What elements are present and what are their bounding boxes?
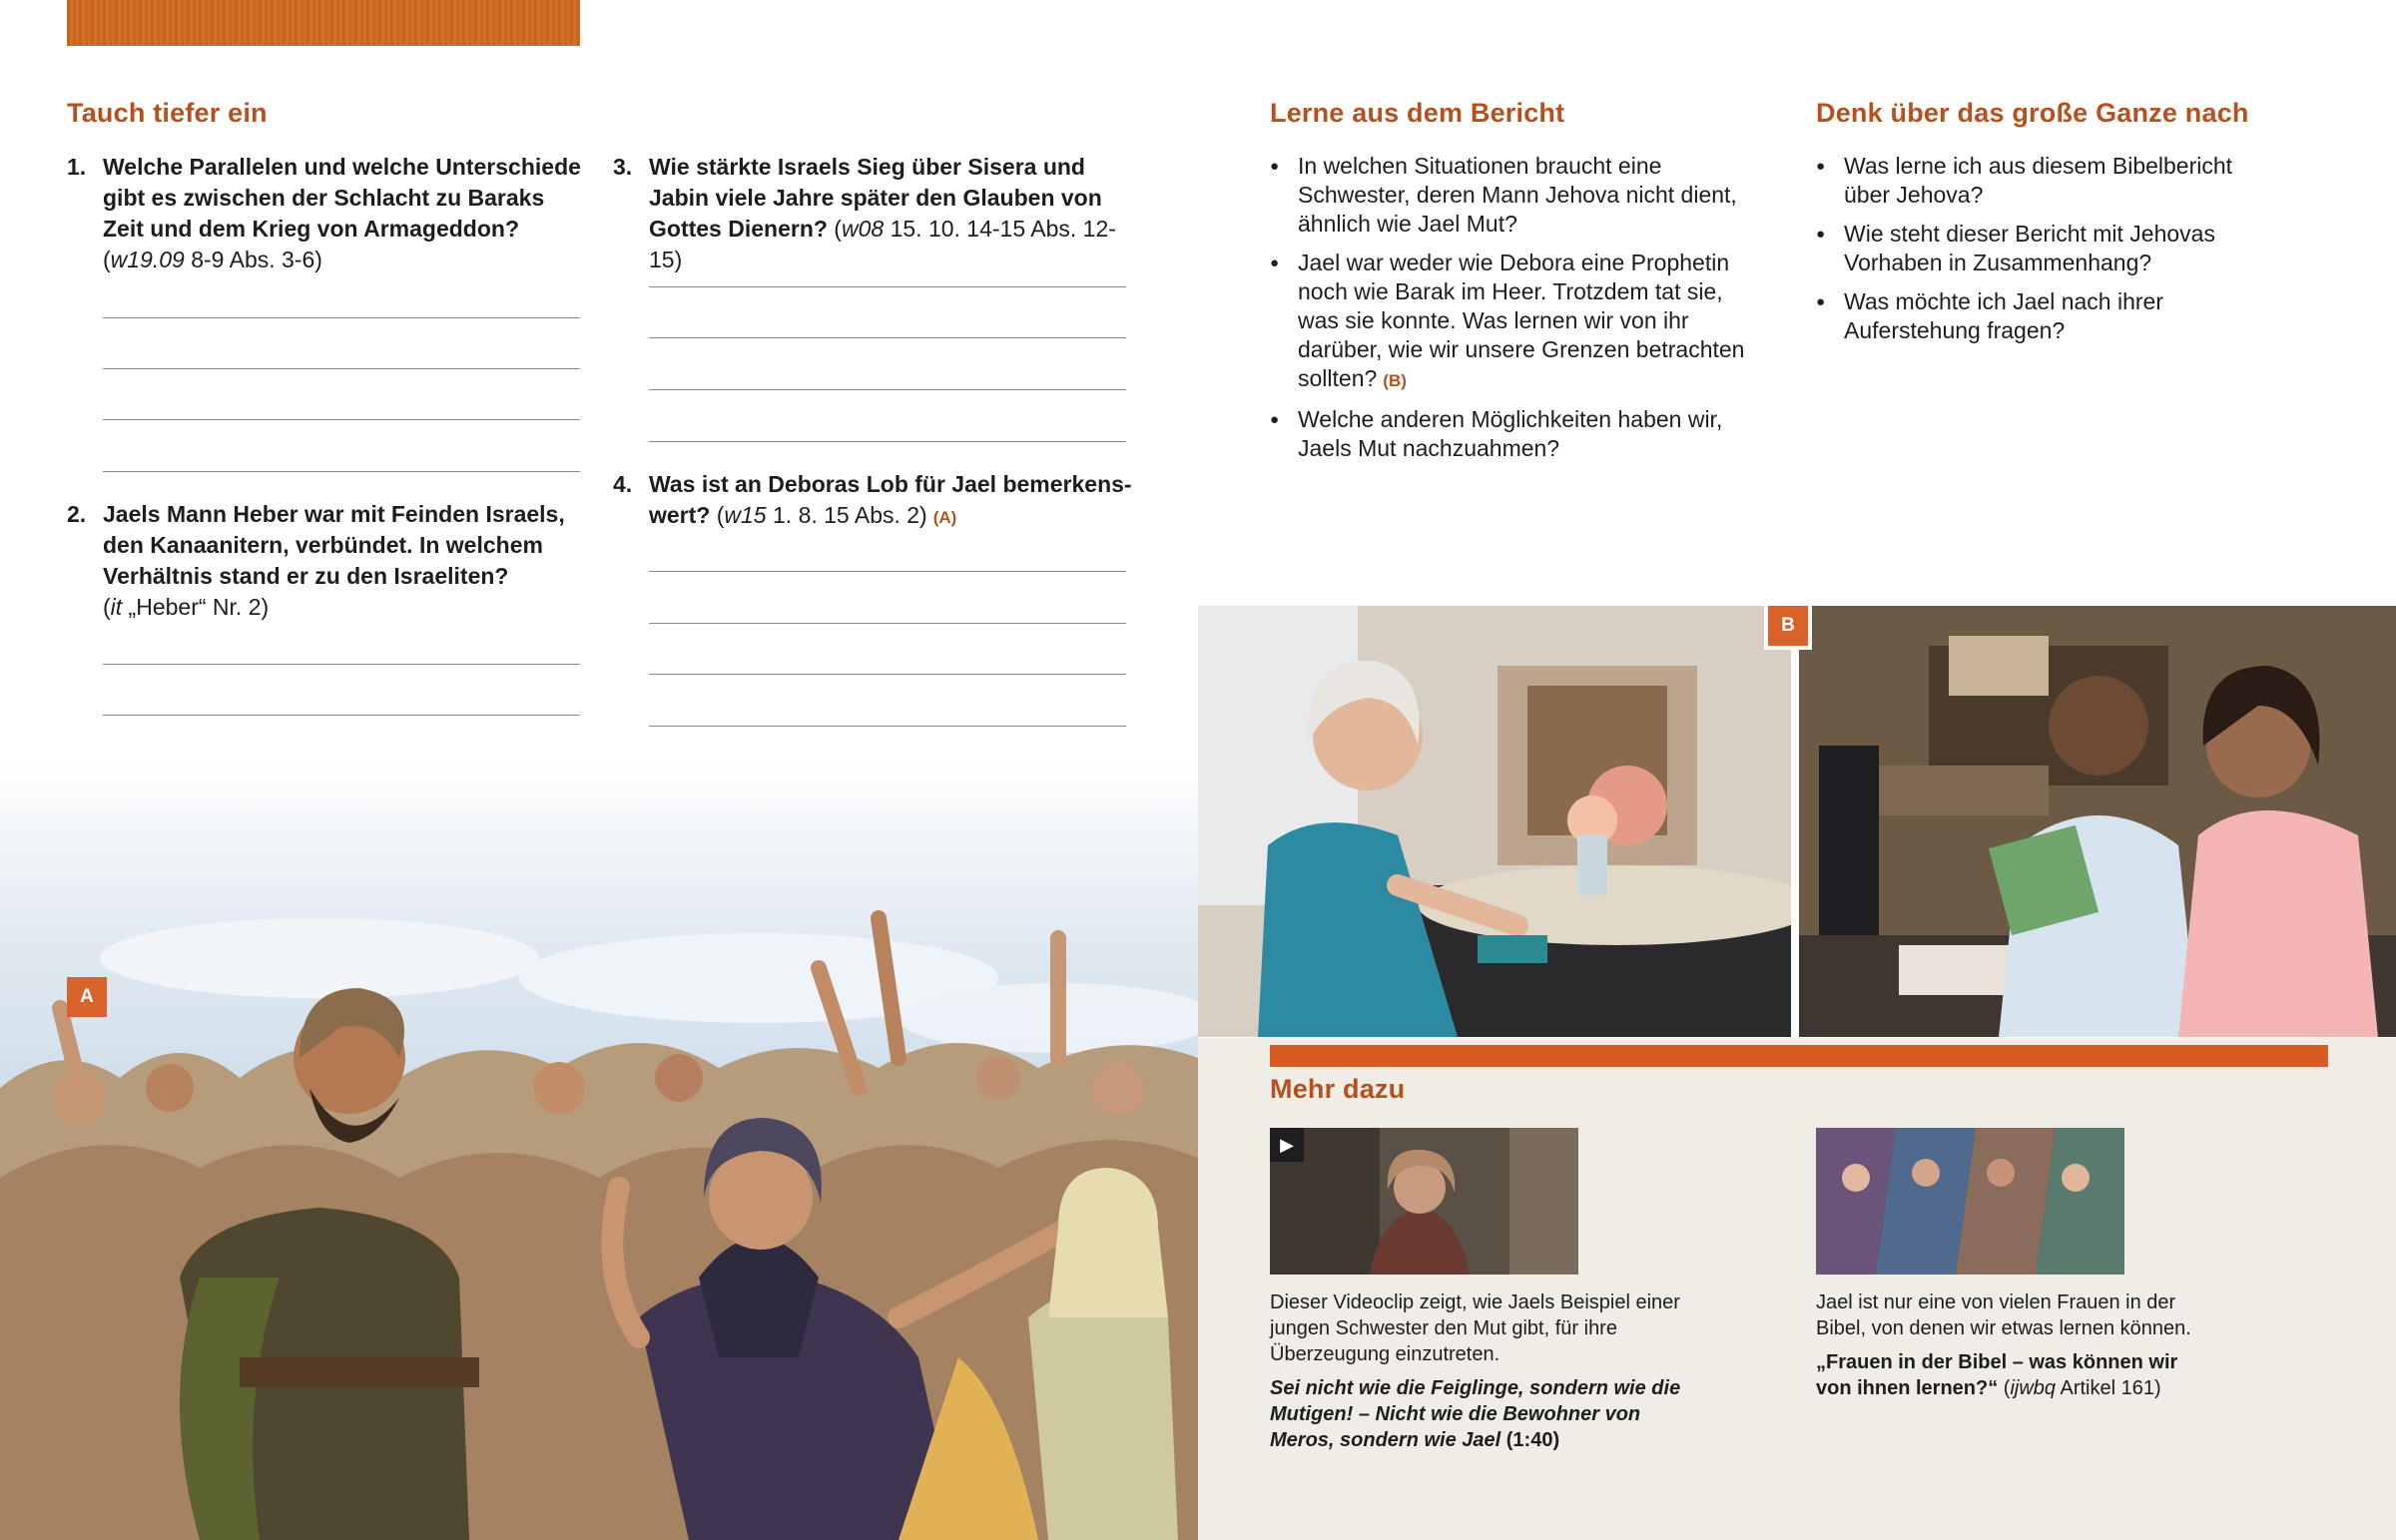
play-icon[interactable]: ▶ xyxy=(1270,1128,1304,1162)
answer-line[interactable] xyxy=(649,337,1126,338)
question-4 xyxy=(613,469,1132,533)
ref-open: ( xyxy=(710,502,725,528)
video-duration: (1:40) xyxy=(1505,1429,1560,1451)
illustration-celebration xyxy=(0,759,1198,1540)
answer-line[interactable] xyxy=(103,317,580,318)
question-number: 3. xyxy=(613,154,633,180)
question-text: Jaels Mann Heber war mit Feinden Israels, den Kanaanitern, verbündet. In welchem Verhältnis stand er zu den Israeliten? xyxy=(103,501,565,589)
question-text: Was ist an Deboras Lob für Jael bemerkenswert? xyxy=(649,471,1132,528)
video-title[interactable]: Sei nicht wie die Feiglinge, sondern wie die Mutigen! – Nicht wie die Bewohner von Meros, sondern wie Jael xyxy=(1270,1377,1681,1451)
image-reference-a[interactable]: (A) xyxy=(932,508,957,527)
ref-detail: 8-9 Abs. 3-6) xyxy=(184,247,322,272)
question-number: 2. xyxy=(67,501,87,527)
article-thumbnail[interactable] xyxy=(1816,1128,2124,1275)
video-thumbnail[interactable] xyxy=(1270,1128,1578,1275)
answer-line[interactable] xyxy=(103,471,580,472)
answer-line[interactable] xyxy=(649,286,1126,287)
ref-detail: „Heber“ Nr. 2) xyxy=(122,594,270,620)
question-3 xyxy=(613,152,1132,275)
question-text: Wie stärkte Israels Sieg über Sisera und Jabin viele Jahre später den Glauben von Gottes Dienern? xyxy=(649,154,1102,242)
article-description-block xyxy=(1816,1289,2215,1401)
question-text: Welche Parallelen und welche Unterschiede gibt es zwischen der Schlacht zu Baraks Zeit und dem Krieg von Armageddon? xyxy=(103,154,581,242)
question-1 xyxy=(67,152,586,275)
ref-source: w15 xyxy=(724,502,767,528)
badge-a: A xyxy=(67,977,107,1017)
article-title[interactable]: „Frauen in der Bibel – was können wir von ihnen lernen?“ xyxy=(1816,1351,2178,1399)
ref-detail: 15. 10. 14-15 Abs. 12-15) xyxy=(649,216,1116,272)
list-item: ● Welche anderen Möglichkeiten haben wir, Jaels Mut nachzuahmen? xyxy=(1270,405,1749,463)
article-description: Jael ist nur eine von vielen Frauen in der Bibel, von denen wir etwas lernen können. xyxy=(1816,1291,2191,1339)
video-description: Dieser Videoclip zeigt, wie Jaels Beispiel einer jungen Schwester den Mut gibt, für ihre Überzeugung einzutreten. xyxy=(1270,1291,1680,1365)
mehr-dazu-bar xyxy=(1270,1045,2328,1067)
mehr-dazu-title: Mehr dazu xyxy=(1270,1074,1406,1104)
list-item xyxy=(1270,249,1749,395)
image-reference-b[interactable]: (B) xyxy=(1383,371,1407,390)
ref-source: w19.09 xyxy=(110,247,185,272)
list-item-text: Jael war weder wie Debora eine Prophetin noch wie Barak im Heer. Trotzdem tat sie, was sie konnte. Was lernen wir von ihr darüber, wie wir unsere Grenzen betrachten sollten? xyxy=(1298,250,1745,391)
photo-couple-reading xyxy=(1799,606,2396,1037)
top-orange-band xyxy=(67,0,580,46)
ref-open: ( xyxy=(1998,1377,2011,1399)
answer-line[interactable] xyxy=(649,389,1126,390)
ref-open: ( xyxy=(103,247,111,272)
ref-detail: Artikel 161) xyxy=(2056,1377,2161,1399)
question-2 xyxy=(67,499,586,623)
answer-line[interactable] xyxy=(649,674,1126,675)
photo-letter-writing xyxy=(1198,606,1791,1037)
list-item: ● In welchen Situationen braucht eine Schwester, deren Mann Jehova nicht dient, ähnlich wie Jael Mut? xyxy=(1270,152,1749,239)
badge-b: B xyxy=(1768,606,1808,646)
question-number: 1. xyxy=(67,154,87,180)
ref-source: it xyxy=(110,594,123,620)
list-item: ● Was lerne ich aus diesem Bibelbericht über Jehova? xyxy=(1816,152,2255,210)
answer-line[interactable] xyxy=(649,441,1126,442)
list-item: ● Wie steht dieser Bericht mit Jehovas Vorhaben in Zusammenhang? xyxy=(1816,220,2255,277)
answer-line[interactable] xyxy=(103,368,580,369)
ref-open: ( xyxy=(103,594,111,620)
answer-line[interactable] xyxy=(103,715,580,716)
video-description-block xyxy=(1270,1289,1689,1453)
ref-detail: 1. 8. 15 Abs. 2) xyxy=(766,502,927,528)
section-title-tauch: Tauch tiefer ein xyxy=(67,98,268,128)
ref-source: w08 xyxy=(841,216,885,242)
answer-line[interactable] xyxy=(103,664,580,665)
ref-source: ijwbq xyxy=(2010,1377,2057,1399)
answer-line[interactable] xyxy=(649,726,1126,727)
ref-open: ( xyxy=(827,216,842,242)
answer-line[interactable] xyxy=(103,419,580,420)
answer-line[interactable] xyxy=(649,571,1126,572)
answer-line[interactable] xyxy=(649,623,1126,624)
section-title-denk: Denk über das große Ganze nach xyxy=(1816,98,2249,128)
lerne-list xyxy=(1270,152,1749,473)
denk-list xyxy=(1816,152,2255,355)
section-title-lerne: Lerne aus dem Bericht xyxy=(1270,98,1565,128)
list-item: ● Was möchte ich Jael nach ihrer Auferstehung fragen? xyxy=(1816,287,2255,345)
question-number: 4. xyxy=(613,471,633,497)
